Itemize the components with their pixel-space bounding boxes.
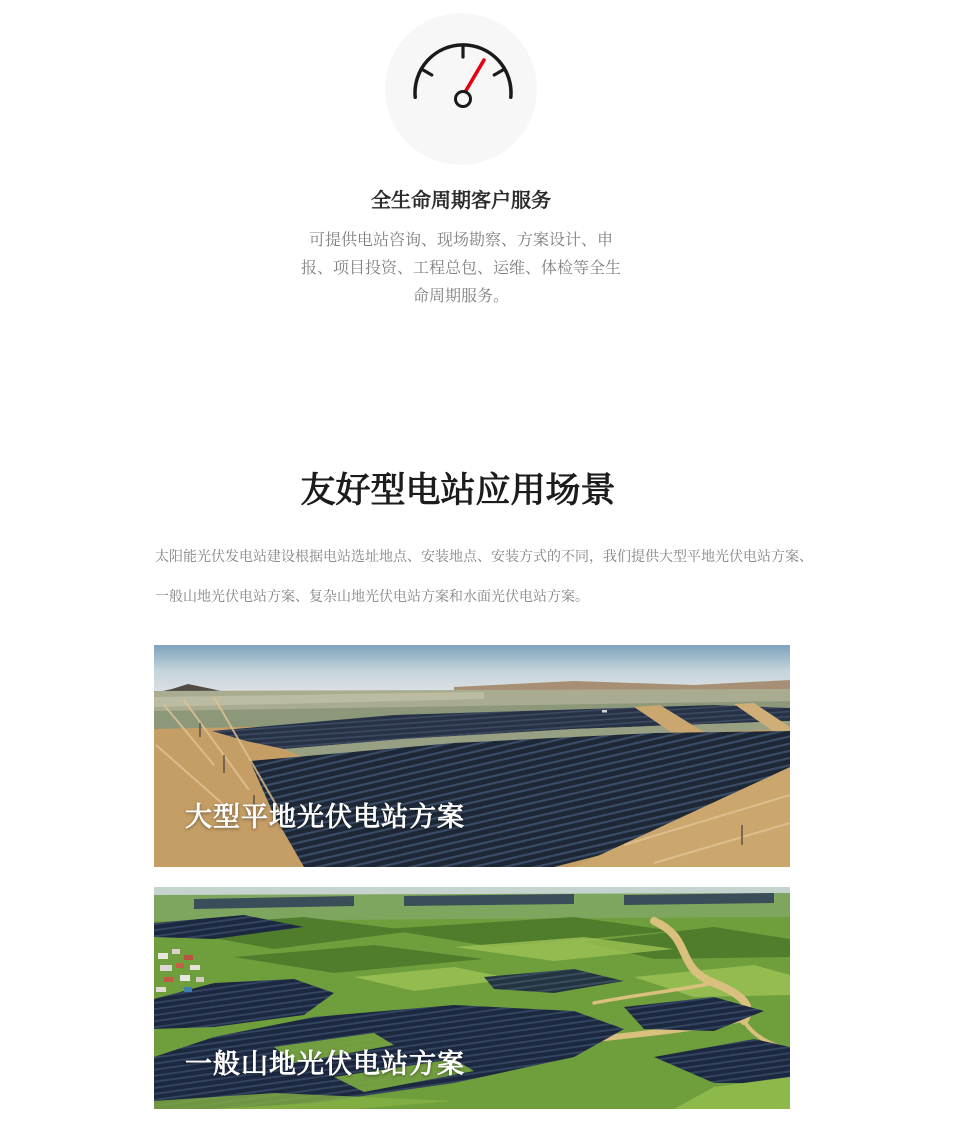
icon-circle-background [385, 13, 537, 165]
service-card-description: 可提供电站咨询、现场勘察、方案设计、申报、项目投资、工程总包、运维、体检等全生命周期服务。 [300, 232, 621, 305]
scene-card-flat-land[interactable] [154, 645, 790, 867]
scene-label-mountain: 一般山地光伏电站方案 [185, 1049, 465, 1079]
service-card-lifecycle [291, 0, 631, 311]
scene-card-mountain[interactable] [154, 887, 790, 1109]
scene-label-flat-land: 大型平地光伏电站方案 [185, 802, 465, 832]
service-card-title: 全生命周期客户服务 [371, 190, 551, 212]
scenarios-intro: 太阳能光伏发电站建设根据电站选址地点、安装地点、安装方式的不同，我们提供大型平地光伏电站方案、一般山地光伏电站方案、复杂山地光伏电站方案和水面光伏电站方案。 [155, 548, 813, 604]
scenarios-heading: 友好型电站应用场景 [300, 471, 616, 510]
gauge-needle [466, 60, 484, 91]
gauge-icon [385, 13, 537, 165]
